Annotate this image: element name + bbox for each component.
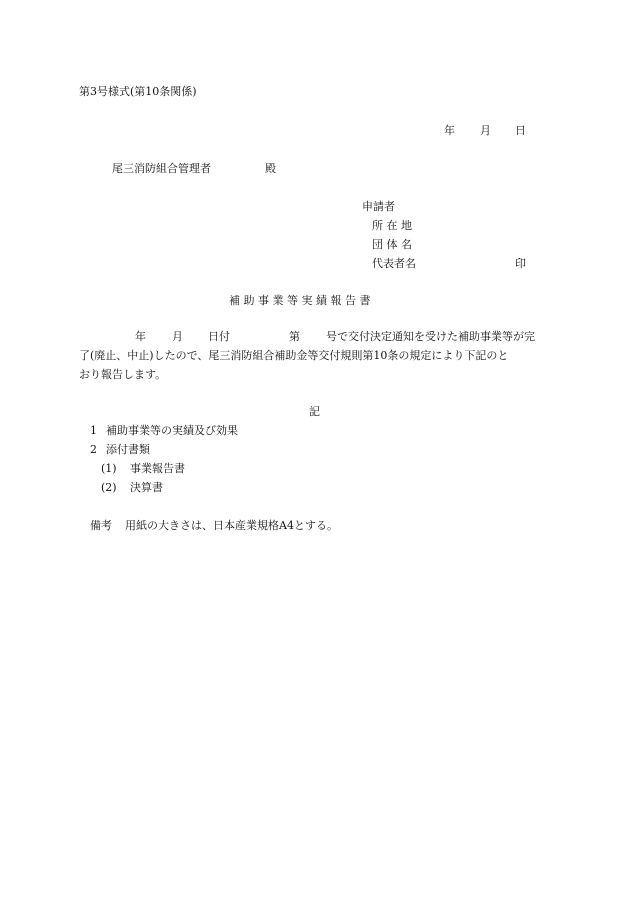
body-line3: おり報告します。 (79, 368, 167, 381)
body-number-prefix: 第 (289, 330, 300, 343)
addressee-name: 尾三消防組合管理者 (112, 162, 211, 175)
applicant-rep-label: 代表者名 (372, 257, 416, 270)
form-number: 第3号様式(第10条関係) (79, 85, 197, 98)
date-month: 月 (480, 124, 491, 137)
date-year: 年 (444, 124, 455, 137)
sub-item-1-number: (1) (101, 462, 117, 475)
body-line2: 了(廃止、中止)したので、尾三消防組合補助金等交付規則第10条の規定により下記のと (79, 349, 509, 362)
applicant-address-label: 所 在 地 (372, 219, 412, 232)
sub-item-2-number: (2) (101, 481, 117, 494)
seal-mark: 印 (515, 257, 526, 270)
date-day: 日 (515, 124, 526, 137)
sub-item-2-text: 決算書 (130, 481, 163, 494)
body-line1-rest: 号で交付決定通知を受けた補助事業等が完 (326, 330, 535, 343)
body-month: 月 (172, 330, 183, 343)
body-day: 日付 (208, 330, 230, 343)
applicant-heading: 申請者 (362, 200, 395, 213)
item-2-number: 2 (90, 443, 97, 456)
ki-heading: 記 (309, 405, 320, 418)
item-1-number: 1 (90, 424, 97, 437)
document-title: 補 助 事 業 等 実 績 報 告 書 (229, 294, 371, 307)
item-2-text: 添付書類 (106, 443, 150, 456)
sub-item-1-text: 事業報告書 (130, 462, 185, 475)
remarks-text: 用紙の大きさは、日本産業規格A4とする。 (125, 519, 338, 532)
item-1-text: 補助事業等の実績及び効果 (106, 424, 238, 437)
applicant-org-label: 団 体 名 (372, 238, 412, 251)
remarks-label: 備考 (90, 519, 112, 532)
body-year: 年 (135, 330, 146, 343)
addressee-honorific: 殿 (265, 162, 276, 175)
